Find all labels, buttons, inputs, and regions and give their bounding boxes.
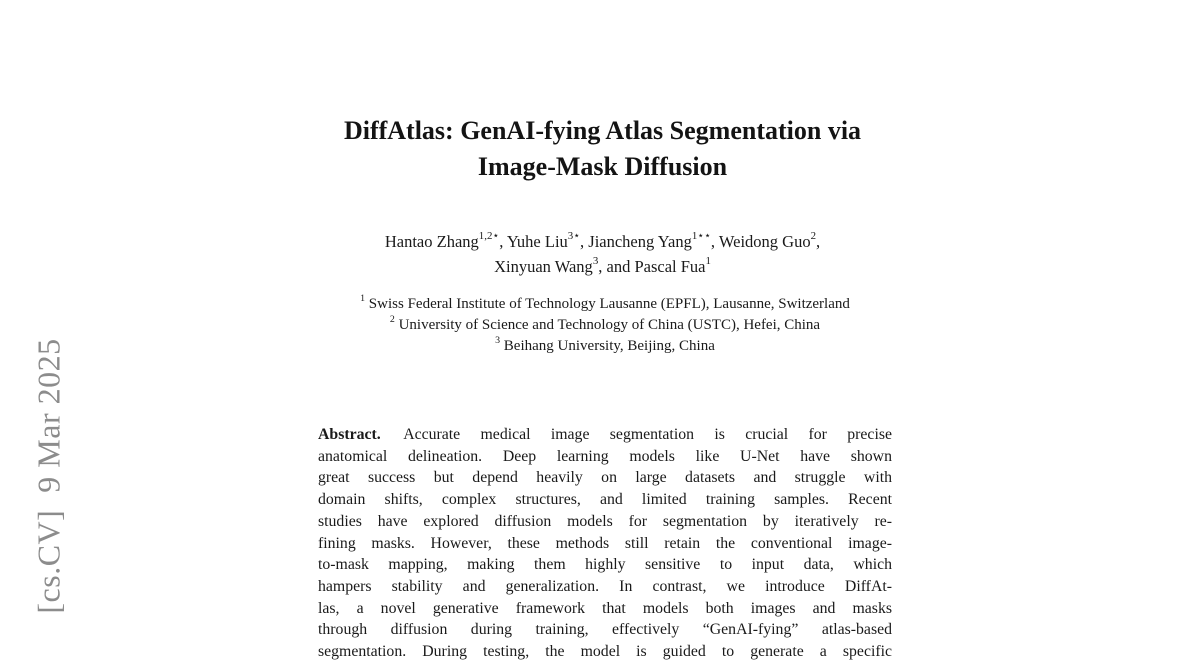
abstract-line: studies have explored diffusion models for segmentation by iteratively re- bbox=[318, 512, 892, 530]
affiliation-marker: 2 bbox=[389, 314, 395, 326]
abstract-line: las, a novel generative framework that models both images and masks bbox=[318, 599, 892, 617]
author-name: , Weidong Guo bbox=[710, 232, 811, 251]
abstract-line: to-mask mapping, making them highly sensitive to input data, which bbox=[318, 556, 892, 574]
affiliation-list bbox=[255, 294, 955, 357]
affiliation-text: University of Science and Technology of China (USTC), Hefei, China bbox=[394, 317, 821, 333]
author-line-2 bbox=[280, 254, 925, 279]
abstract-line bbox=[318, 424, 892, 446]
author-name: Xinyuan Wang bbox=[494, 257, 593, 276]
author-separator: , bbox=[816, 232, 821, 251]
paper-title bbox=[280, 113, 925, 185]
abstract-block bbox=[318, 424, 892, 663]
author-affil-marker: 1 bbox=[705, 255, 711, 268]
author-affil-marker: 3⋆ bbox=[567, 230, 581, 243]
abstract-line: fining masks. However, these methods still retain the conventional image- bbox=[318, 534, 892, 552]
abstract-label: Abstract. bbox=[318, 426, 381, 443]
author-line-1 bbox=[280, 229, 925, 254]
arxiv-side-banner: [cs.CV] 9 Mar 2025 bbox=[30, 338, 67, 614]
affiliation-1 bbox=[255, 294, 955, 315]
abstract-line: through diffusion during training, effectively “GenAI-fying” atlas-based bbox=[318, 621, 892, 639]
affiliation-text: Swiss Federal Institute of Technology Lausanne (EPFL), Lausanne, Switzerland bbox=[365, 296, 850, 312]
abstract-text: Accurate medical image segmentation is crucial for precise bbox=[383, 426, 892, 443]
affiliation-2 bbox=[255, 315, 955, 336]
author-list bbox=[280, 229, 925, 279]
author-affil-marker: 3 bbox=[592, 255, 599, 268]
author-affil-marker: 1,2⋆ bbox=[478, 230, 500, 243]
abstract-line: great success but depend heavily on large datasets and struggle with bbox=[318, 469, 892, 487]
affiliation-marker: 1 bbox=[360, 293, 366, 305]
paper-title-line-2: Image-Mask Diffusion bbox=[477, 152, 728, 181]
affiliation-text: Beihang University, Beijing, China bbox=[500, 338, 715, 354]
author-name: , Jiancheng Yang bbox=[580, 232, 692, 251]
abstract-line: anatomical delineation. Deep learning models like U-Net have shown bbox=[318, 447, 892, 465]
abstract-line: domain shifts, complex structures, and limited training samples. Recent bbox=[318, 491, 892, 509]
author-affil-marker: 2 bbox=[810, 230, 817, 243]
author-name: , Yuhe Liu bbox=[499, 232, 568, 251]
abstract-line: segmentation. During testing, the model is guided to generate a specific bbox=[318, 643, 892, 661]
affiliation-marker: 3 bbox=[495, 335, 501, 347]
paper-title-line-1: DiffAtlas: GenAI-fying Atlas Segmentation via bbox=[343, 116, 862, 145]
author-name: , and Pascal Fua bbox=[598, 257, 706, 276]
abstract-line: hampers stability and generalization. In contrast, we introduce DiffAt- bbox=[318, 577, 892, 595]
affiliation-3 bbox=[255, 336, 955, 357]
author-name: Hantao Zhang bbox=[384, 232, 479, 251]
author-affil-marker: 1⋆⋆ bbox=[691, 230, 711, 243]
